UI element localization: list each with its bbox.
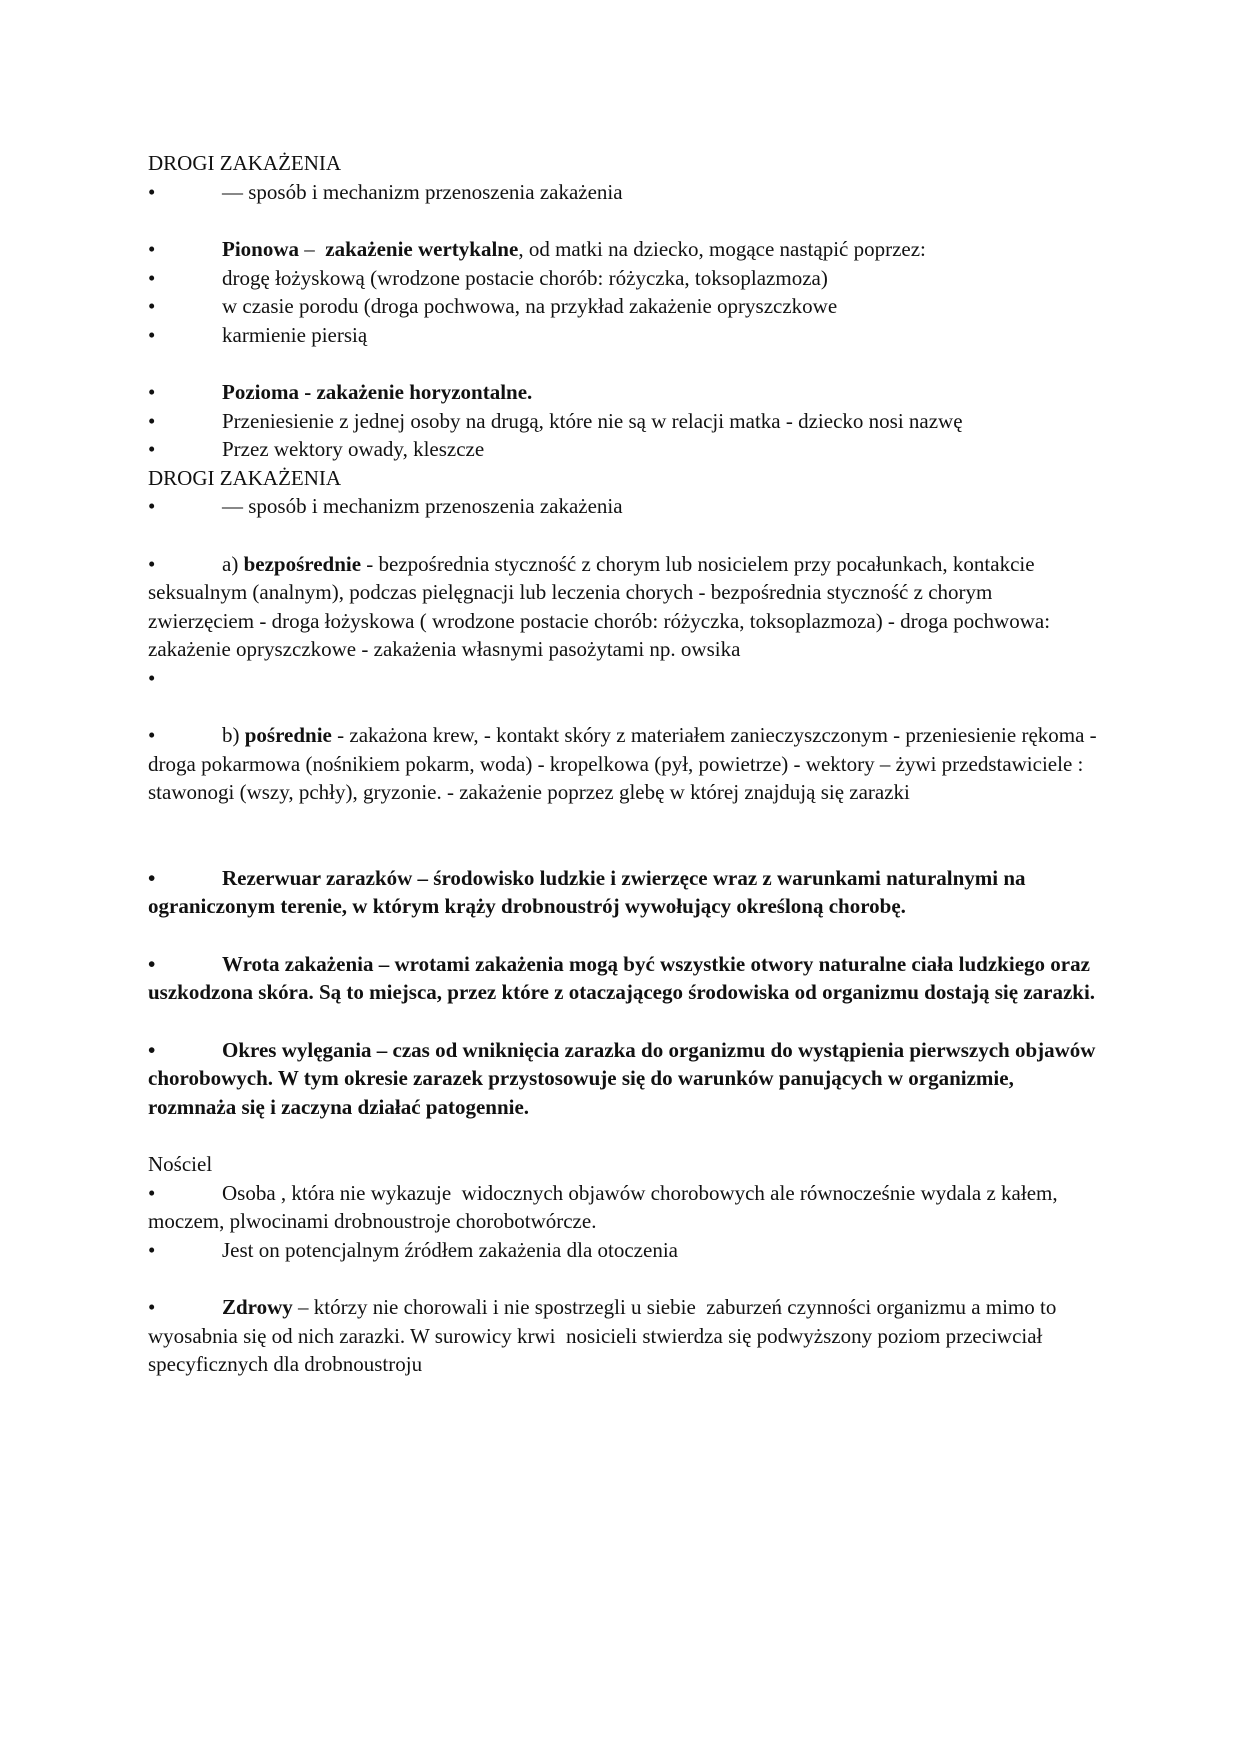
vertical-term: zakażenie wertykalne — [325, 237, 519, 261]
vertical-label: Pionowa — [222, 237, 300, 261]
incubation-text: Okres wylęgania – czas od wniknięcia zarazka do organizmu do wystąpienia pierwszych objawów chorobowych. W tym okresie zarazek przystosowuje się do warunków panujących w organizmie, rozmnaża się i zaczyna działać patogennie. — [148, 1037, 1101, 1119]
direct-prefix: a) — [222, 551, 244, 576]
list-item — [148, 435, 1098, 464]
list-item — [148, 321, 1098, 350]
bullet-icon: • — [148, 723, 156, 747]
vertical-rest: , od matki na dziecko, mogące nastąpić poprzez: — [518, 237, 926, 261]
carrier-item: Osoba , która nie wykazuje widocznych objawów chorobowych ale równocześnie wydala z kałem, moczem, plwocinami drobnoustroje chorobotwórcze. — [148, 1180, 1063, 1233]
list-item — [148, 550, 1098, 664]
list-item — [148, 1236, 1098, 1265]
vertical-dash: – — [299, 237, 326, 261]
indirect-text: - zakażona krew, - kontakt skóry z materiałem zanieczyszczonym - przeniesienie rękoma - droga pokarmowa (nośnikiem pokarm, woda) - kropelkowa (pył, powietrze) - wektory – żywi przedstawiciele : stawonogi (wszy, pchły), gryzonie. - zakażenie poprzez glebę w której znajdują się zarazki — [148, 723, 1102, 804]
bullet-icon: • — [148, 322, 156, 347]
bullet-icon: • — [148, 265, 156, 290]
bullet-icon: • — [148, 865, 156, 890]
bullet-icon: • — [148, 179, 156, 204]
list-item — [148, 178, 1098, 207]
vertical-item: w czasie porodu (droga pochwowa, na przykład zakażenie opryszczkowe — [222, 294, 838, 318]
vertical-item: karmienie piersią — [222, 322, 368, 347]
list-item — [148, 292, 1098, 321]
definition-text: — sposób i mechanizm przenoszenia zakażenia — [222, 179, 623, 204]
section-title: DROGI ZAKAŻENIA — [148, 151, 342, 175]
bullet-icon: • — [148, 494, 156, 518]
reservoir-text: Rezerwuar zarazków – środowisko ludzkie i zwierzęce wraz z warunkami naturalnymi na ograniczonym terenie, w którym krąży drobnoustrój wywołujący określoną chorobę. — [148, 865, 1031, 918]
bullet-icon: • — [148, 437, 156, 461]
section-title: DROGI ZAKAŻENIA — [148, 465, 342, 490]
bullet-icon: • — [148, 1237, 156, 1262]
list-item — [148, 664, 1098, 693]
document-page — [148, 149, 1102, 1379]
carrier-item: Jest on potencjalnym źródłem zakażenia dla otoczenia — [222, 1237, 678, 1262]
list-item — [148, 378, 1098, 407]
healthy-term: Zdrowy — [222, 1295, 293, 1319]
list-item — [148, 235, 1098, 264]
bullet-icon: • — [148, 408, 156, 433]
bullet-icon: • — [148, 237, 156, 261]
list-item — [148, 264, 1098, 293]
indirect-term: pośrednie — [244, 723, 332, 747]
list-item — [148, 407, 1098, 436]
indirect-prefix: b) — [222, 723, 245, 747]
bullet-icon: • — [148, 1037, 156, 1062]
gateway-text: Wrota zakażenia – wrotami zakażenia mogą być wszystkie otwory naturalne ciała ludzkiego oraz uszkodzona skóra. Są to miejsca, przez które z otaczającego środowiska od organizmu dostają się zarazki. — [148, 951, 1096, 1004]
definition-text: — sposób i mechanizm przenoszenia zakażenia — [222, 494, 623, 518]
direct-text: - bezpośrednia styczność z chorym lub nosicielem przy pocałunkach, kontakcie seksualnym (analnym), podczas pielęgnacji lub leczenia chorych - bezpośrednia styczność z chorym zwierzęciem - droga łożyskowa ( wrodzone postacie chorób: różyczka, toksoplazmoza) - droga pochwowa: zakażenie opryszczkowe - zakażenia własnymi pasożytami np. owsika — [148, 551, 1056, 661]
bullet-icon: • — [148, 665, 156, 690]
bullet-icon: • — [148, 1180, 156, 1205]
horizontal-label: Pozioma - zakażenie horyzontalne. — [222, 380, 533, 404]
bullet-icon: • — [148, 951, 156, 976]
list-item — [148, 492, 1098, 521]
direct-term: bezpośrednie — [243, 551, 362, 576]
list-item — [148, 1293, 1098, 1379]
horizontal-item: Przez wektory owady, kleszcze — [222, 437, 485, 461]
healthy-text: – którzy nie chorowali i nie spostrzegli u siebie zaburzeń czynności organizmu a mimo to wyosabnia się od nich zarazki. W surowicy krwi nosicieli stwierdza się podwyższony poziom przeciwciał specyficznych dla drobnoustroju — [148, 1295, 1062, 1376]
list-item — [148, 1179, 1098, 1236]
carrier-title: Nościel — [148, 1152, 213, 1176]
vertical-item: drogę łożyskową (wrodzone postacie chorób: różyczka, toksoplazmoza) — [222, 265, 828, 290]
list-item — [148, 721, 1102, 807]
bullet-icon: • — [148, 1295, 156, 1319]
bullet-icon: • — [148, 551, 156, 576]
bullet-icon: • — [148, 380, 156, 404]
bullet-icon: • — [148, 294, 156, 318]
horizontal-item: Przeniesienie z jednej osoby na drugą, które nie są w relacji matka - dziecko nosi nazwę — [222, 408, 963, 433]
list-item — [148, 950, 1098, 1007]
list-item — [148, 1036, 1101, 1122]
list-item — [148, 864, 1098, 921]
